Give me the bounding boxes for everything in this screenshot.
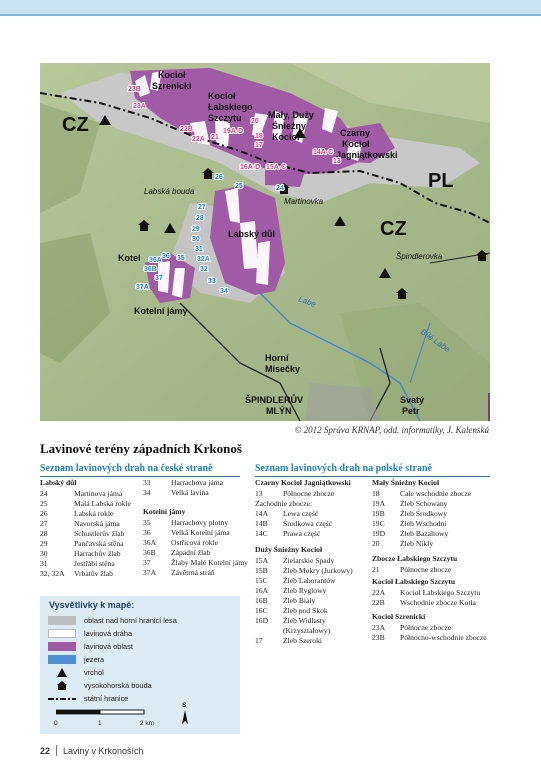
header-band [0,0,541,14]
legend-item: lavinová oblast [48,642,133,651]
cz-list-heading: Seznam lavinových drah na české straně [40,463,240,477]
pl-group-czarny [255,478,351,539]
map-label: Kocioł [158,70,186,80]
path-number: 15A-C [266,164,287,171]
footer-divider [56,745,57,756]
peak-triangle-icon [57,668,67,677]
group-title: Zbocze Łabskiego Szczytu [372,554,458,563]
map-label: Labský důl [228,229,276,239]
map-label: Mały, Duży [268,110,314,120]
legend-item: oblast nad horní hranicí lesa [48,616,177,625]
map-label: Jagniątkowski [336,150,398,160]
list-item: 33 Harrachova jáma [143,478,224,487]
page-footer [40,745,144,756]
path-number: 14A-C [313,149,334,156]
map-label: Petr [402,406,420,416]
group-title: Kocioł Szrenicki [372,612,426,621]
list-item: 37 Žlaby Malé Kotelní jámy [143,558,248,567]
list-item: 23B Północno-wschodnie zbocze [372,633,487,642]
pl-list-heading: Seznam lavinových drah na polské straně [255,463,490,477]
map-label: Kocioł [208,91,236,101]
path-number: 35 [177,255,185,262]
list-item: 30 Harrachův žlab [40,549,121,558]
header-rule [0,14,541,16]
map-label: Czarny [340,128,371,138]
list-item: 19A Żleb Schowany [372,499,448,508]
path-number: 13 [333,158,341,165]
list-item: 36B Západní žlab [143,548,211,557]
legend-item: jezera [48,655,104,664]
list-item: 20 Żleb Nikły [372,539,434,548]
path-number: 16A-D [240,164,261,171]
avalanche-map [40,63,490,421]
cz-group-extra [143,478,223,498]
group-title: Kocioł Łabskiego Szczytu [372,577,456,586]
pl-group-maly [372,478,471,549]
list-item: 29 Pančavská stěna [40,539,124,548]
group-title: Czarny Kocioł Jagniątkowski [255,478,351,487]
list-item: 13 Północne zbocze [255,489,335,498]
list-item: 22A Kocioł Łabskiego Szczytu [372,588,481,597]
path-number: 37 [155,275,163,282]
path-number: 23B [128,86,141,93]
pl-group-szrenicki [372,612,487,643]
footer-title: Laviny v Krkonoších [63,745,144,756]
list-item: (Krzyształowy) [283,626,331,635]
map-label: Svatý [400,395,425,405]
list-item: 14B Środkowa część [255,519,333,528]
scale-label: 1 [98,720,102,727]
path-number: 26 [215,174,223,181]
list-item: 36A Ostřicová rokle [143,538,219,547]
country-label-pl: PL [428,170,454,192]
group-title: Kotelní jámy [143,507,186,516]
map-label: Mísečky [265,364,301,374]
legend-title: Vysvětlivky k mapě: [49,600,135,610]
pl-group-kociol-labskiego [372,577,480,608]
path-number: 29 [192,226,200,233]
path-number: 24 [276,185,284,192]
scale-bar [56,708,156,718]
map-label: Kocioł [342,139,370,149]
path-number: 33 [208,278,216,285]
map-label: Kocioł [272,132,300,142]
country-label-cz: CZ [62,114,89,136]
list-item: 23A Północne zbocze [372,623,452,632]
list-item: 18 Całe wschodnie zbocze [372,489,472,498]
list-item: 14A Lewa część [255,509,319,518]
cz-group-kotelni [143,507,248,578]
list-item: 27 Navorská jáma [40,519,120,528]
list-item: 37A Závětrná stráň [143,568,215,577]
map-label: Szczytu [208,113,242,123]
list-item: 16A Żleb Ryglowy [255,586,327,595]
path-number: 36B [144,266,157,273]
map-copyright: © 2012 Správa KRNAP, odd. informatiky, J. Kalenská [294,425,489,435]
group-title: Mały Śnieżny Kocioł [372,478,440,487]
legend-item: vrchol [48,668,104,677]
list-item: 16C Żleb pod Skok [255,606,328,615]
list-item: 28 Schustlerův žlab [40,529,125,538]
scale-label: 0 [54,720,58,727]
path-number: 32 [200,266,208,273]
path-number: 37A [136,284,149,291]
path-number: 21 [211,134,219,141]
map-label: MLÝN [266,406,292,416]
cz-group-labsky-dul [40,478,131,579]
list-item: 19D Żleb Bazaltowy [372,529,449,538]
pl-group-zbocze [372,554,457,575]
path-number: 22A [192,136,205,143]
path-number: 36A [149,257,162,264]
map-legend [40,596,240,734]
list-item: 21 Północne zbocze [372,565,452,574]
map-label: Kotel [118,253,141,263]
legend-item: vysokohorská bouda [48,681,152,690]
legend-item: státní hranice [48,694,128,703]
hut-icon [57,681,67,690]
list-item: 22B Wschodnie zbocze Kotla [372,598,476,607]
path-number: 22B [180,126,193,133]
map-label: Szrenicki [152,81,192,91]
path-number: 20 [251,118,259,125]
north-label: S [182,702,187,709]
map-label: ŠPINDLERŮV [245,395,304,405]
legend-item: lavinová dráha [48,629,132,638]
map-label: Špindlerovka [396,252,443,261]
page-title: Lavinové terény západních Krkonoš [40,441,242,456]
avalanche-track-swatch [48,629,76,638]
map-label: Śnieżny [272,121,307,131]
treeline-swatch [48,616,76,625]
list-item: 32, 32A Vrbatův žlab [40,569,113,578]
map-label: Labe [297,294,318,309]
path-number: 23A [133,103,146,110]
list-item: 16D Żleb Widlasty [255,616,326,625]
list-item: 19C Żleb Wschodni [372,519,447,528]
list-item: 15B Żleb Mokry (Jurkowy) [255,566,353,575]
map-label: Labská bouda [144,187,195,196]
map-label: Bílé Labe [418,327,452,355]
list-item: 25 Malá Labská rokle [40,499,131,508]
country-label-cz: CZ [380,218,407,240]
map-label: Horní [265,353,289,363]
page-number: 22 [40,745,51,756]
path-number: 30 [192,236,200,243]
list-item: 19B Żleb Środkowy [372,509,448,518]
path-number: 19A-D [223,128,244,135]
group-title: Duży Śnieżny Kocioł [255,545,323,554]
path-number: 36 [162,253,170,260]
map-label: Kotelní jámy [134,306,188,316]
pl-group-duzy [255,545,353,646]
list-item: 26 Labská rokle [40,509,114,518]
path-number: 34 [220,288,228,295]
list-item: 35 Harrachovy plotny [143,518,229,527]
path-number: 27 [198,204,206,211]
lake-swatch [48,655,76,664]
list-item: 36 Velká Kotelní jáma [143,528,230,537]
avalanche-area-swatch [48,642,76,651]
path-number: 17 [255,142,263,149]
list-item: 24 Martinova jáma [40,489,123,498]
list-item: 15C Żleb Laborantów [255,576,336,585]
path-number: 32A [197,256,210,263]
list-item: Zachodnie zbocze: [255,499,313,508]
list-item: 16B Żleb Biały [255,596,316,605]
map-label: Łabskiego [208,102,253,112]
list-item: 31 Jestřábí stěna [40,559,115,568]
list-item: 17 Żleb Szeroki [255,636,323,645]
path-number: 31 [195,246,203,253]
list-item: 14C Prawa część [255,529,321,538]
path-number: 25 [235,183,243,190]
path-number: 18 [255,133,263,140]
list-item: 34 Velká lavina [143,488,209,497]
border-line-icon [48,697,76,701]
group-title: Labský důl [40,478,77,487]
path-number: 28 [196,215,204,222]
map-label: Martinovka [284,197,324,206]
list-item: 15A Zielarskie Spady [255,556,335,565]
scale-label: 2 km [140,720,155,727]
